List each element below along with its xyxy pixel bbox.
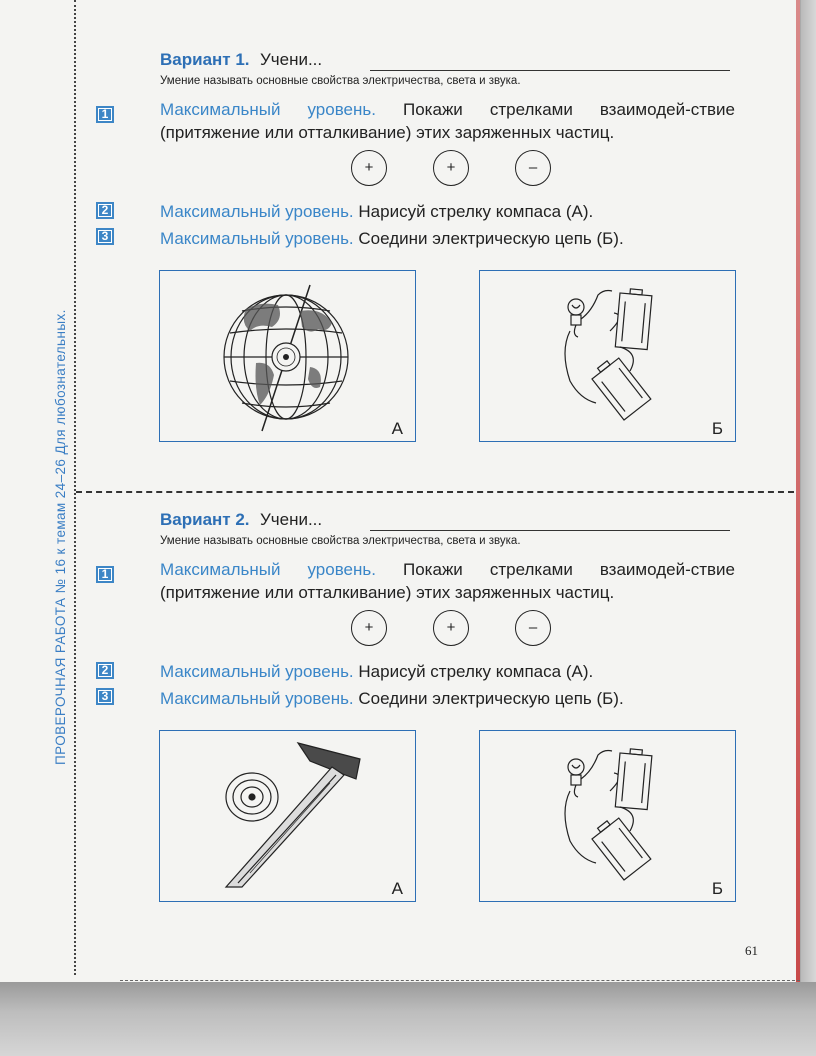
variant-cut-line [76, 491, 794, 493]
task-number-2: 2 [96, 662, 114, 679]
task-2 [160, 660, 593, 683]
task-number-1: 1 [96, 566, 114, 583]
hammer-icon [226, 743, 360, 887]
skill-description: Умение называть основные свойства электричества, света и звука. [160, 75, 521, 87]
battery-icon [589, 354, 651, 420]
variant-title: Вариант 1. [160, 50, 250, 69]
task-text: Соедини электрическую цепь (Б). [358, 229, 624, 248]
pupil-name-field[interactable] [370, 530, 730, 531]
battery-icon [615, 288, 652, 350]
skill-description: Умение называть основные свойства электричества, света и звука. [160, 535, 521, 547]
task-1 [160, 98, 735, 144]
page-number: 61 [745, 943, 758, 958]
compass-hammer-illustration [160, 731, 415, 901]
task-level: Максимальный уровень. [160, 100, 376, 119]
variant-1 [0, 50, 800, 490]
task-3 [160, 687, 624, 710]
figure-b-circuit [479, 730, 736, 902]
positive-particle: + [351, 150, 387, 186]
scan-background-bottom [0, 982, 816, 1056]
negative-particle: – [515, 150, 551, 186]
battery-icon [615, 748, 652, 810]
positive-particle: + [433, 150, 469, 186]
task-text: Покажи стрелками взаимодей-ствие (притяжение или отталкивание) этих заряженных частиц. [160, 100, 735, 142]
task-1 [160, 558, 735, 604]
pupil-label: Учени... [259, 50, 323, 69]
task-2 [160, 200, 593, 223]
figure-a-hammer [159, 730, 416, 902]
light-bulb-icon [568, 759, 584, 785]
task-level: Максимальный уровень. [160, 662, 354, 681]
task-text: Нарисуй стрелку компаса (А). [358, 202, 594, 221]
variant-title: Вариант 2. [160, 510, 250, 529]
compass-icon [272, 343, 300, 371]
task-text: Нарисуй стрелку компаса (А). [358, 662, 594, 681]
task-number-1: 1 [96, 106, 114, 123]
figure-a-globe [159, 270, 416, 442]
task-level: Максимальный уровень. [160, 560, 376, 579]
task-text: Соедини электрическую цепь (Б). [358, 689, 624, 708]
figure-label: А [391, 879, 403, 898]
task-number-3: 3 [96, 688, 114, 705]
circuit-illustration [480, 731, 735, 901]
figure-label: Б [711, 419, 723, 438]
figure-b-circuit [479, 270, 736, 442]
task-number-3: 3 [96, 228, 114, 245]
circuit-illustration [480, 271, 735, 441]
battery-icon [589, 814, 651, 880]
light-bulb-icon [568, 299, 584, 325]
variant-header [160, 50, 740, 74]
compass-icon [226, 773, 278, 821]
figure-label: Б [711, 879, 723, 898]
pupil-label: Учени... [259, 510, 323, 529]
variant-2 [0, 510, 800, 950]
scan-background-right [800, 0, 816, 1056]
pupil-name-field[interactable] [370, 70, 730, 71]
variant-header [160, 510, 740, 534]
spine-text: ПРОВЕРОЧНАЯ РАБОТА № 16 к темам 24–26 Для любознательных. [53, 309, 68, 765]
negative-particle: – [515, 610, 551, 646]
figure-label: А [391, 419, 403, 438]
task-number-2: 2 [96, 202, 114, 219]
task-level: Максимальный уровень. [160, 202, 354, 221]
positive-particle: + [351, 610, 387, 646]
positive-particle: + [433, 610, 469, 646]
bottom-cut-line [120, 980, 800, 981]
task-3 [160, 227, 624, 250]
task-level: Максимальный уровень. [160, 689, 354, 708]
task-text: Покажи стрелками взаимодей-ствие (притяжение или отталкивание) этих заряженных частиц. [160, 560, 735, 602]
globe-compass-illustration [160, 271, 415, 441]
task-level: Максимальный уровень. [160, 229, 354, 248]
